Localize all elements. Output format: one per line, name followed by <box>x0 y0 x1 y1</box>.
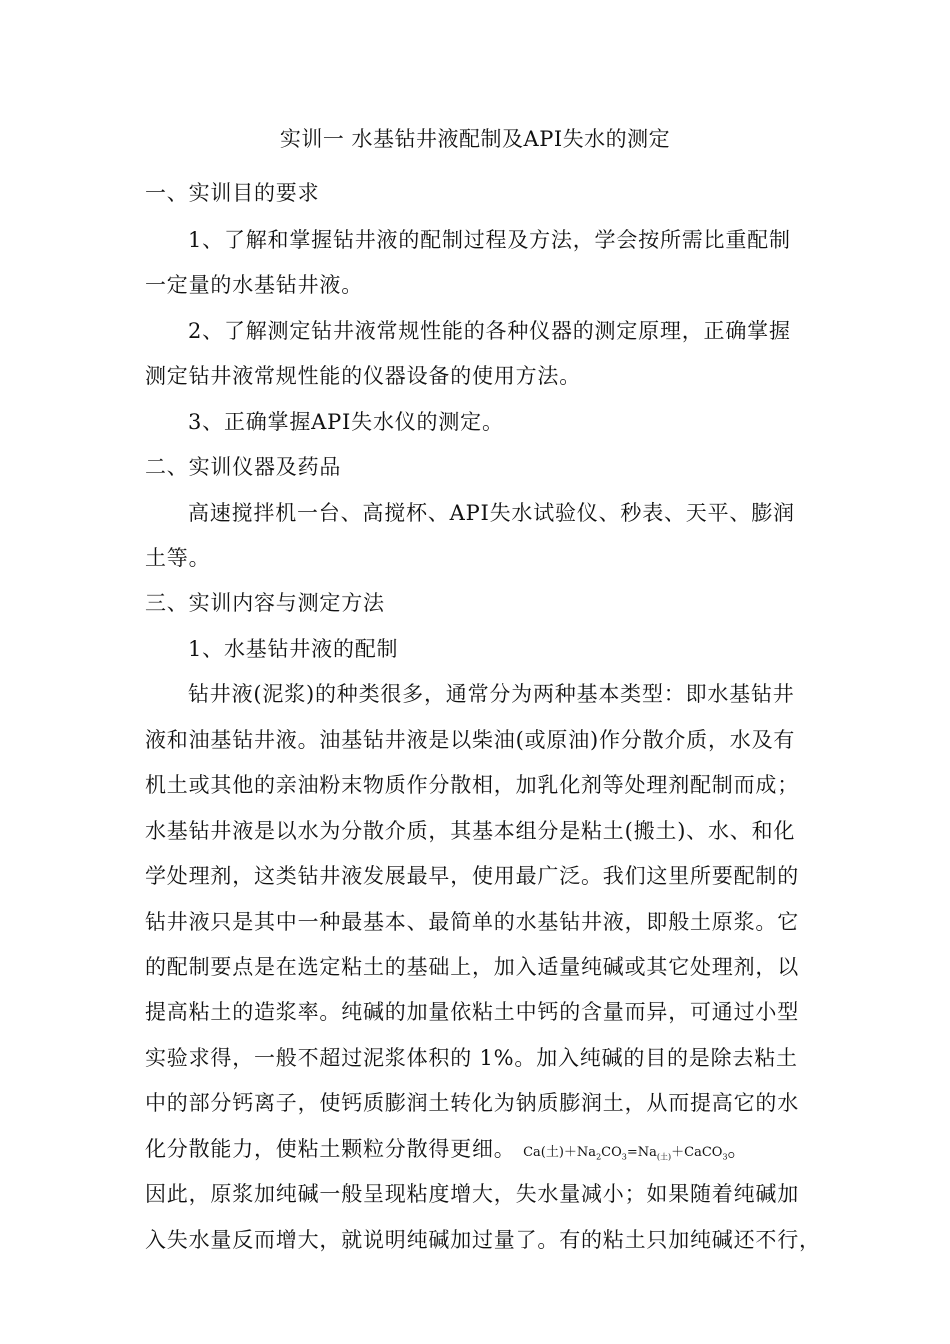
paragraph-line: 钻井液只是其中一种最基本、最简单的水基钻井液，即般土原浆。它 <box>145 910 799 934</box>
formula-subscript: 2 <box>596 1152 602 1162</box>
section-heading-3: 三、实训内容与测定方法 <box>145 591 385 615</box>
formula-end-punct: 。 <box>727 1137 750 1161</box>
paragraph-line: 测定钻井液常规性能的仪器设备的使用方法。 <box>145 364 581 388</box>
paragraph-line: 实验求得，一般不超过泥浆体积的 1%。加入纯碱的目的是除去粘土 <box>145 1046 798 1070</box>
paragraph-line: 一定量的水基钻井液。 <box>145 273 363 297</box>
paragraph-line: 中的部分钙离子，使钙质膨润土转化为钠质膨润土，从而提高它的水 <box>145 1091 799 1115</box>
chemical-equation <box>523 1145 727 1160</box>
paragraph-line: 高速搅拌机一台、高搅杯、API失水试验仪、秒表、天平、膨润 <box>188 501 795 525</box>
paragraph-line: 液和油基钻井液。油基钻井液是以柴油(或原油)作分散介质，水及有 <box>145 728 796 752</box>
paragraph-line: 1、了解和掌握钻井液的配制过程及方法，学会按所需比重配制 <box>188 228 791 252</box>
paragraph-line: 3、正确掌握API失水仪的测定。 <box>188 410 504 434</box>
formula-part: ＋CaCO <box>671 1145 723 1160</box>
paragraph-line: 2、了解测定钻井液常规性能的各种仪器的测定原理，正确掌握 <box>188 319 791 343</box>
paragraph-line: 机土或其他的亲油粉末物质作分散相，加乳化剂等处理剂配制而成； <box>145 773 799 797</box>
paragraph-line: 水基钻井液是以水为分散介质，其基本组分是粘土(搬土)、水、和化 <box>145 819 796 843</box>
paragraph-line: 的配制要点是在选定粘土的基础上，加入适量纯碱或其它处理剂，以 <box>145 955 799 979</box>
paragraph-line-with-formula <box>145 1134 815 1173</box>
paragraph-line: 学处理剂，这类钻井液发展最早，使用最广泛。我们这里所要配制的 <box>145 864 799 888</box>
subsection-heading: 1、水基钻井液的配制 <box>188 637 399 661</box>
formula-subscript: 3 <box>621 1152 627 1162</box>
document-title: 实训一 水基钻井液配制及API失水的测定 <box>279 127 671 151</box>
formula-part: =Na <box>626 1145 657 1160</box>
paragraph-line: 土等。 <box>145 546 211 570</box>
formula-part: CO <box>601 1145 622 1160</box>
formula-part: Ca(土)＋Na <box>523 1145 597 1160</box>
section-heading-2: 二、实训仪器及药品 <box>145 455 342 479</box>
formula-subscript: 3 <box>722 1152 728 1162</box>
paragraph-line: 入失水量反而增大，就说明纯碱加过量了。有的粘土只加纯碱还不行， <box>145 1228 821 1252</box>
paragraph-text: 化分散能力，使粘土颗粒分散得更细。 <box>145 1137 516 1161</box>
section-heading-1: 一、实训目的要求 <box>145 181 320 205</box>
formula-subscript: (土) <box>656 1152 672 1162</box>
paragraph-line: 钻井液(泥浆)的种类很多，通常分为两种基本类型：即水基钻井 <box>188 682 795 706</box>
paragraph-line: 提高粘土的造浆率。纯碱的加量依粘土中钙的含量而异，可通过小型 <box>145 1000 799 1024</box>
paragraph-line: 因此，原浆加纯碱一般呈现粘度增大，失水量减小；如果随着纯碱加 <box>145 1182 799 1206</box>
